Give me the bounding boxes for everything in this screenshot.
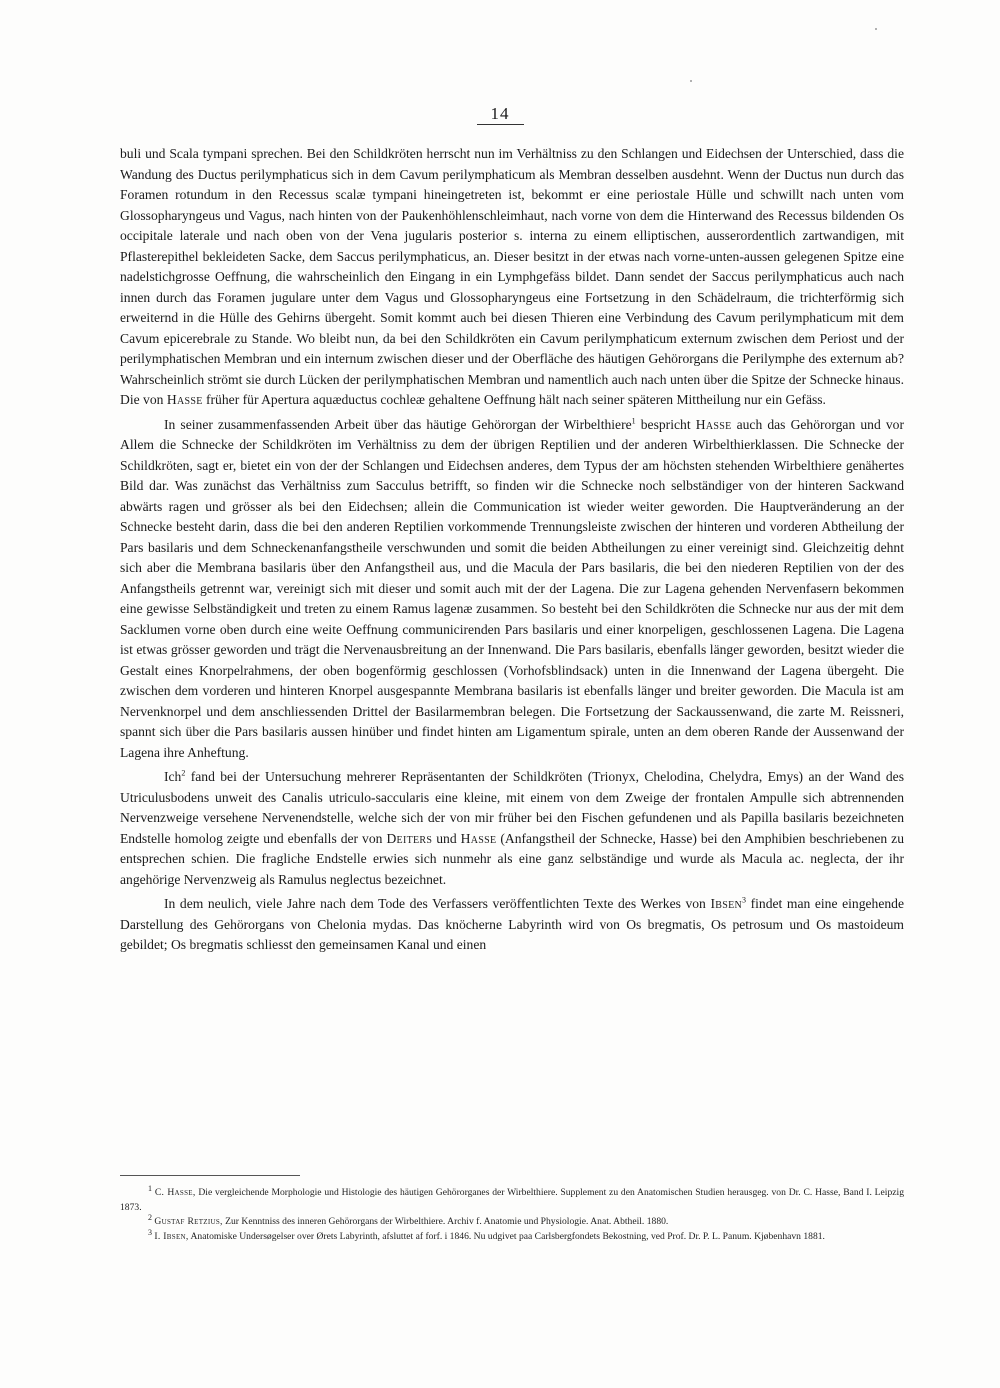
footnote-3 bbox=[120, 1227, 904, 1245]
page-number bbox=[0, 104, 1000, 125]
footnote-1 bbox=[120, 1183, 904, 1215]
author-name: Hasse bbox=[695, 416, 732, 432]
footnote-author: C. Hasse, bbox=[154, 1187, 196, 1198]
paragraph-2-tail: auch das Gehörorgan und vor Allem die Schnecke der Schildkröten im Verhältniss zu dem der übrigen Reptilien und der anderen Wirbelthierklassen. Die Schnecke der Schildkröten, sagt er, bietet ein von der der Schlangen und Eidechsen anderes, dem Typus der am höchsten stehenden Wirbelthiere genähertes Bild dar. Was zunächst das Verhältniss zum Sacculus betrifft, so finden wir die Schnecke noch selbständiger von der hinteren Sackwand abwärts ragen und grösser als bei den Eidechsen; allein die Communication ist wieder weiter geworden. Die Hauptveränderung an der Schnecke besteht darin, dass die bei den anderen Reptilien vorkommende Trennungsleiste zwischen der hinteren und vorderen Abtheilung der Pars basilaris und dem Schneckenanfangstheile verschwunden und somit die beiden Abtheilungen zu einer vereinigt sind. Gleichzeitig dehnt sich aber die Membrana basilaris über den Anfangstheil aus, und die Macula der Pars basilaris, die bei den niederen Reptilien von der des Anfangstheils getrennt war, vereinigt sich mit dieser und somit auch mit der der Lagena. Die zur Lagena gehenden Nervenfasern bekommen eine gewisse Selbständigkeit und treten zu einem Ramus lagenæ zusammen. So besteht bei den Schildkröten die Schnecke nur aus der mit dem Sacklumen vorne oben durch eine weite Oeffnung communicirenden Pars basilaris und einer knorpeligen, geschlossenen Lagena. Die Lagena ist etwas grösser geworden und trägt die Nervenausbreitung an der Innenwand. Die Pars basilaris, ebenfalls länger geworden, besitzt wieder die Gestalt eines Knorpelrahmens, der oben bogenförmig geschlossen (Vorhofsblindsack) unten in die Innenwand der Lagena übergeht. Die zwischen dem vorderen und hinteren Knorpel ausgespannte Membrana basilaris ist ebenfalls länger und breiter geworden. Die Macula ist am Nervenknorpel und dem anschliessenden Drittel der Basilarmembran belegen. Die Fortsetzung der Sackaussenwand, die zarte M. Reissneri, spannt sich über die Pars basilaris aussen hinüber und findet hinten am Ligamentum spirale, unten an dem oberen Rande der Aussenwand der Lagena ihre Anheftung. bbox=[120, 416, 904, 760]
paragraph-2-mid: bespricht bbox=[635, 416, 696, 432]
footnote-ref-1: 1 bbox=[631, 415, 636, 425]
footnote-author: Gustaf Retzius, bbox=[154, 1216, 223, 1227]
paragraph-2-pre: In seiner zusammenfassenden Arbeit über das häutige Gehörorgan der Wirbelthiere bbox=[164, 416, 632, 432]
author-name: Ibsen bbox=[710, 896, 743, 911]
paragraph-1-text: buli und Scala tympani sprechen. Bei den Schildkröten herrscht nun im Verhältniss zu den Schlangen und Eidechsen der Unterschied, dass die Wandung des Ductus perilymphaticus sich in dem Cavum perilymphaticum als Membran desselben ausdehnt. Wenn der Ductus nun durch das Foramen rotundum in den Recessus scalæ tympani hineingetreten ist, bekommt er eine periostale Hülle und schwillt nach unten vom Glossopharyngeus und Vagus, nach hinten von der Paukenhöhlenschleimhaut, nach vorne von dem die Hinterwand des Recessus bildenden Os occipitale laterale und nach oben von der Vena jugularis posterior s. interna zu einem elliptischen, ausserordentlich zartwandigen, mit Pflasterepithel bekleideten Sacke, dem Saccus perilymphaticus, an. Dieser besitzt in der etwas nach vorne-unten-aussen gelegenen Spitze eine nadelstichgrosse Oeffnung, die wahrscheinlich den Eingang in ein Lymphgefäss bildet. Dann sendet der Saccus perilymphaticus auch nach innen durch das Foramen jugulare unter dem Vagus und Glossopharyngeus eine Fortsetzung in den Schädelraum, die trichterförmig sich erweiternd in die Hülle des Gehirns übergeht. Somit kommt auch bei diesen Thieren eine Verbindung des Cavum perilymphaticum mit dem Cavum epicerebrale zu Stande. Wo bleibt nun, da bei den Schildkröten ein Cavum perilymphaticum externum zwischen dem Periost und der perilymphatischen Membran und ein internum zwischen dieser und der Oberfläche des häutigen Gehörorgans die Perilymphe des externum ab? Wahrscheinlich strömt sie durch Lücken der perilymphatischen Membran und namentlich auch nach unten über die Spitze der Schnecke hinaus. Die von bbox=[120, 146, 904, 407]
paragraph-3 bbox=[120, 767, 904, 890]
footnote-ref-2: 2 bbox=[181, 768, 186, 778]
print-speck bbox=[690, 80, 692, 82]
paragraph-3-tail: (Anfangstheil der Schnecke, Hasse) bei den Amphibien beschriebenen zu entsprechen schien. Die fragliche Endstelle erwies sich nunmehr als eine ganz selbständige und wurde als Macula ac. neglecta, der ihr angehörige Nervenzweig als Ramulus neglectus bezeichnet. bbox=[120, 830, 905, 887]
footnote-2 bbox=[120, 1212, 904, 1230]
footnote-divider bbox=[120, 1175, 300, 1176]
print-speck bbox=[875, 28, 877, 30]
footnote-number: 2 bbox=[148, 1212, 152, 1222]
footnote-author: I. Ibsen, bbox=[154, 1230, 189, 1242]
paragraph-3-pre: Ich bbox=[164, 769, 182, 784]
author-name: Deiters bbox=[386, 830, 433, 846]
body-text bbox=[120, 144, 904, 956]
footnote-number: 3 bbox=[148, 1227, 152, 1237]
paragraph-4-tail: findet man eine eingehende Darstellung des Gehörorgans von Chelonia mydas. Das knöcherne Labyrinth wird von Os bregmatis, Os petrosum und Os mastoideum gebildet; Os bregmatis schliesst den gemeinsamen Kanal und einen bbox=[120, 896, 904, 952]
page-number-text: 14 bbox=[477, 104, 524, 125]
paragraph-1-tail: früher für Apertura aquæductus cochleæ gehaltene Oeffnung hält nach seiner späteren Mittheilung nur ein Gefäss. bbox=[202, 392, 826, 407]
paragraph-2 bbox=[120, 415, 904, 764]
paragraph-3-mid: fand bei der Untersuchung mehrerer Repräsentanten der Schildkröten (Trionyx, Chelodina, Chelydra, Emys) an der Wand des Utriculusbodens unweit des Canalis utriculo-saccularis eine kleine, mit einem von dem Zweige der frontalen Ampulle sich abtrennenden Nervenzweige versehene Nervenendstelle, welche sich der von mir früher bei den Fischen gefundenen und als Papilla basilaris bezeichneten Endstelle homolog zeigte und ebenfalls der von bbox=[120, 769, 904, 846]
footnote-number: 1 bbox=[148, 1183, 152, 1193]
paragraph-4-pre: In dem neulich, viele Jahre nach dem Tode des Verfassers veröffentlichten Texte des Werkes von bbox=[164, 896, 711, 911]
paragraph-4 bbox=[120, 894, 904, 956]
footnote-ref-3: 3 bbox=[742, 895, 747, 905]
author-name: Hasse bbox=[166, 392, 203, 407]
paragraph-1 bbox=[120, 144, 904, 411]
footnote-text: Anatomiske Undersøgelser over Ørets Labyrinth, afsluttet af forf. i 1846. Nu udgivet paa Carlsbergfondets Bekostning, ved Prof. Dr. P. L. Panum. Kjøbenhavn 1881. bbox=[188, 1230, 825, 1242]
footnote-text: Zur Kenntniss des inneren Gehörorgans der Wirbelthiere. Archiv f. Anatomie und Physiologie. Anat. Abtheil. 1880. bbox=[222, 1216, 669, 1227]
author-name: Hasse bbox=[460, 830, 497, 846]
footnotes bbox=[120, 1183, 904, 1244]
footnote-text: Die vergleichende Morphologie und Histologie des häutigen Gehörorganes der Wirbelthiere. Supplement zu den Anatomischen Studien herausgeg. von Dr. C. Hasse, Band I. Leipzig 1873. bbox=[120, 1187, 904, 1213]
paragraph-3-mid2: und bbox=[432, 830, 461, 846]
